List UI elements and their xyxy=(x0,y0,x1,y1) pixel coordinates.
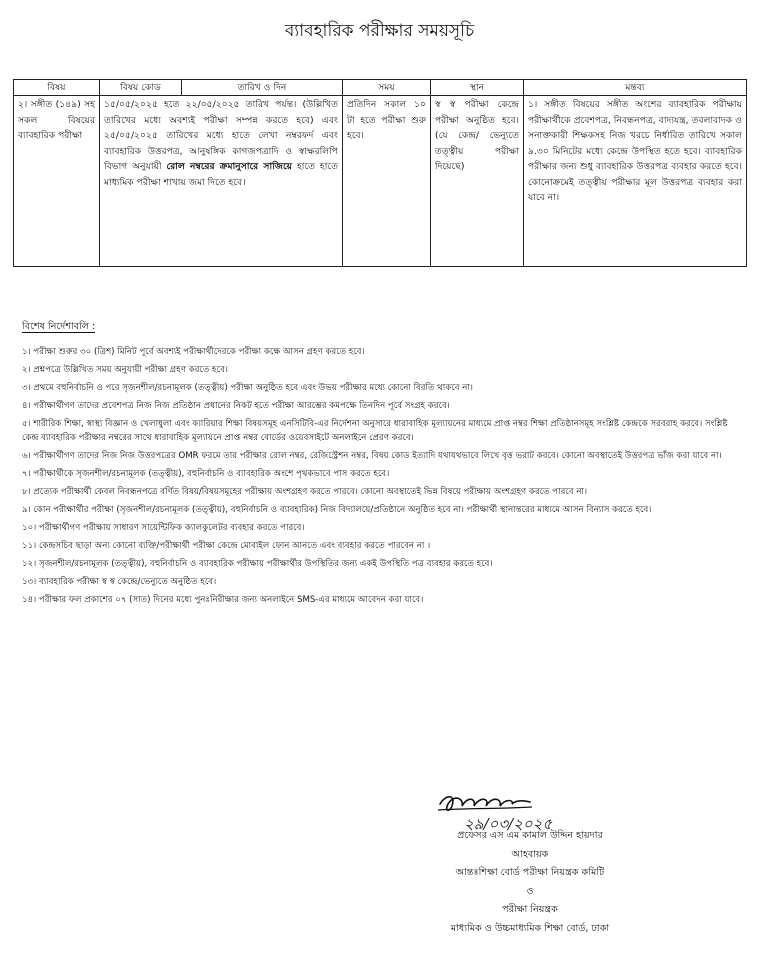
date-text-part2: হাতে হাতে মাধ্যমিক পরীক্ষা শাখায় জমা দিতে হবে। xyxy=(104,161,339,188)
note-item: ৮। প্রত্যেক পরীক্ষার্থী কেবল নিবন্ধনপত্রে বর্ণিত বিষয়/বিষয়সমূহের পরীক্ষায় অংশগ্রহণ করতে পারবে। কোনো অবস্থাতেই ভিন্ন বিষয়ে পরীক্ষায় অংশগ্রহণ করতে পারবে না। xyxy=(22,486,588,497)
note-item: ১৪। পরীক্ষার ফল প্রকাশের ০৭ (সাত) দিনের মধ্যে পুনঃনিরীক্ষার জন্য অনলাইনে SMS-এর মাধ্যমে আবেদন করা যাবে। xyxy=(22,594,424,605)
header-remarks: মন্তব্য xyxy=(524,80,747,96)
signatory-and: ও xyxy=(526,885,534,897)
signatory-board: মাধ্যমিক ও উচ্চমাধ্যমিক শিক্ষা বোর্ড, ঢাকা xyxy=(450,922,610,934)
date-text-part1: ১৫/০৫/২০২৫ হতে ২২/০৫/২০২৫ তারিখ পর্যন্ত। (উল্লিখিত তারিখের মধ্যে অবশ্যই পরীক্ষা সম্পন্ন করতে হবে) এবং ২৫/০৫/২০২৫ তারিখের মধ্যে হাতে লেখা নম্বরফর্দ এবং ব্যাবহারিক উত্তরপত্র, আনুষঙ্গিক কাগজপত্রাদি ও স্বাক্ষরলিপি বিভাগ অনুযায়ী xyxy=(104,99,338,172)
note-item: ১। পরীক্ষা শুরুর ৩০ (ত্রিশ) মিনিট পূর্বে অবশ্যই পরীক্ষার্থীদেরকে পরীক্ষা কক্ষে আসন গ্রহণ করতে হবে। xyxy=(22,347,365,357)
header-code: বিষয় কোড xyxy=(100,80,182,96)
table-row xyxy=(14,96,747,267)
table-header-row xyxy=(14,80,747,96)
note-item: ৫। শারীরিক শিক্ষা, স্বাস্থ্য বিজ্ঞান ও খেলাধুলা এবং ক্যারিয়ার শিক্ষা বিষয়সমূহ এনসিটিবি-এর নির্দেশনা অনুসারে ধারাবাহিক মূল্যায়নের মাধ্যমে প্রাপ্ত নম্বর শিক্ষা প্রতিষ্ঠানসমূহ সংশ্লিষ্ট কেন্দ্রকে সরবরাহ করবে। সংশ্লিষ্ট কেন্দ্র ব্যাবহারিক পরীক্ষার নম্বরের সাথে ধারাবাহিক মূল্যায়নে প্রাপ্ত নম্বর বোর্ডের ওয়েবসাইটে অনলাইনে প্রেরণ করবে। xyxy=(22,418,728,444)
date-text-bold: রোল নম্বরের ক্রমানুসারে সাজিয়ে xyxy=(166,161,293,172)
signatory-role2: পরীক্ষা নিয়ন্ত্রক xyxy=(502,904,558,916)
header-time: সময় xyxy=(343,80,431,96)
signatory-role: আহবায়ক xyxy=(511,848,549,860)
note-item: ১৩। ব্যাবহারিক পরীক্ষা স্ব স্ব কেন্দ্রে/ভেন্যুতে অনুষ্ঠিত হবে। xyxy=(22,576,217,587)
note-item: ৯। কোন পরীক্ষার্থীর পরীক্ষা (সৃজনশীল/রচনামূলক (তত্ত্বীয়), বহুনির্বাচনি ও ব্যাবহারিক) নিজ বিদ্যালয়ে/প্রতিষ্ঠানে অনুষ্ঠিত হবে না। পরীক্ষার্থী স্থানান্তরের মাধ্যমে আসন বিন্যাস করতে হবে। xyxy=(22,504,652,515)
header-place: স্থান xyxy=(431,80,524,96)
note-item: ৭। পরীক্ষার্থীকে সৃজনশীল/রচনামূলক (তত্ত্বীয়), বহুনির্বাচনি ও ব্যাবহারিক অংশে পৃথকভাবে পাস করতে হবে। xyxy=(22,469,390,479)
note-item: ৬। পরীক্ষার্থীগণ তাদের নিজ নিজ উত্তরপত্রের OMR ফরমে তার পরীক্ষার রোল নম্বর, রেজিস্ট্রেশন নম্বর, বিষয় কোড ইত্যাদি যথাযথভাবে লিখে বৃত্ত ভরাট করবে। কোনো অবস্থাতেই উত্তরপত্র ভাঁজ করা যাবে না। xyxy=(22,451,722,462)
cell-time: প্রতিদিন সকাল ১০ টা হতে পরীক্ষা শুরু হবে। xyxy=(343,96,431,267)
notes-list xyxy=(22,345,734,611)
notes-heading xyxy=(22,320,95,335)
note-item: ২। প্রশ্নপত্রে উল্লিখিত সময় অনুযায়ী পরীক্ষা গ্রহণ করতে হবে। xyxy=(22,364,228,375)
schedule-table xyxy=(13,79,747,267)
signatory-name: প্রফেসর এস এম কামাল উদ্দিন হায়দার xyxy=(457,830,603,841)
cell-date xyxy=(100,96,343,267)
note-item: ৪। পরীক্ষার্থীগণ তাদের প্রবেশপত্র নিজ নিজ প্রতিষ্ঠান প্রধানের নিকট হতে পরীক্ষা আরম্ভের কমপক্ষে তিনদিন পূর্বে সংগ্রহ করবে। xyxy=(22,400,450,411)
page-title: ব্যাবহারিক পরীক্ষার সময়সূচি xyxy=(284,21,475,41)
cell-remarks: ১। সঙ্গীত বিষয়ের সঙ্গীত অংশের ব্যাবহারিক পরীক্ষায় পরীক্ষার্থীকে প্রবেশপত্র, নিবন্ধনপত্র, বাদ্যযন্ত্র, তবলাবাদক ও সনাক্তকারী শিক্ষকসহ নিজ খরচে নির্ধারিত তারিখে সকাল ৯.৩০ মিনিটের মধ্যে কেন্দ্রে উপস্থিত হতে হবে। ব্যাবহারিক পরীক্ষার জন্য শুধু ব্যাবহারিক উত্তরপত্র ব্যবহার করতে হবে। কোনোক্রমেই তত্ত্বীয় পরীক্ষার মূল উত্তরপত্র ব্যবহার করা যাবে না। xyxy=(524,96,747,267)
note-item: ১০। পরীক্ষার্থীগণ পরীক্ষায় সাধারণ সায়েন্টিফিক ক্যালকুলেটর ব্যবহার করতে পারবে। xyxy=(22,522,305,533)
signatory-committee: আন্তঃশিক্ষা বোর্ড পরীক্ষা নিয়ন্ত্রক কমিটি xyxy=(455,867,605,879)
note-item: ১২। সৃজনশীল/রচনামূলক (তত্ত্বীয়), বহুনির্বাচনি ও ব্যাবহারিক পরীক্ষায় পরীক্ষার্থীর উপস্থিতির জন্য একই উপস্থিতি পত্র ব্যবহার করতে হবে। xyxy=(22,558,493,569)
notes-heading-text: বিশেষ নির্দেশাবলি : xyxy=(22,321,96,332)
header-date: তারিখ ও দিন xyxy=(182,80,343,96)
note-item: ৩। প্রথমে বহুনির্বাচনি ও পরে সৃজনশীল/রচনামূলক (তত্ত্বীয়) পরীক্ষা অনুষ্ঠিত হবে এবং উভয় পরীক্ষার মধ্যে কোনো বিরতি থাকবে না। xyxy=(22,382,473,393)
cell-place: স্ব স্ব পরীক্ষা কেন্দ্রে পরীক্ষা অনুষ্ঠিত হবে। (যে কেন্দ্র/ ভেন্যুতে তত্ত্বীয় পরীক্ষা দিয়েছে) xyxy=(431,96,524,267)
signature-block xyxy=(380,827,680,939)
header-subject: বিষয় xyxy=(14,80,100,96)
cell-subject: ২। সঙ্গীত (১৪৯) সহ সকল বিষয়ের ব্যাবহারিক পরীক্ষা xyxy=(14,96,100,267)
signature-handwritten xyxy=(420,782,640,832)
note-item: ১১। কেন্দ্রসচিব ছাড়া অন্য কোনো ব্যক্তি/পরীক্ষার্থী পরীক্ষা কেন্দ্রে মোবাইল ফোন আনতে এবং ব্যবহার করতে পারবেন না । xyxy=(22,540,431,551)
signature-date: ২৯/০৩/২০২৫ xyxy=(464,815,553,832)
